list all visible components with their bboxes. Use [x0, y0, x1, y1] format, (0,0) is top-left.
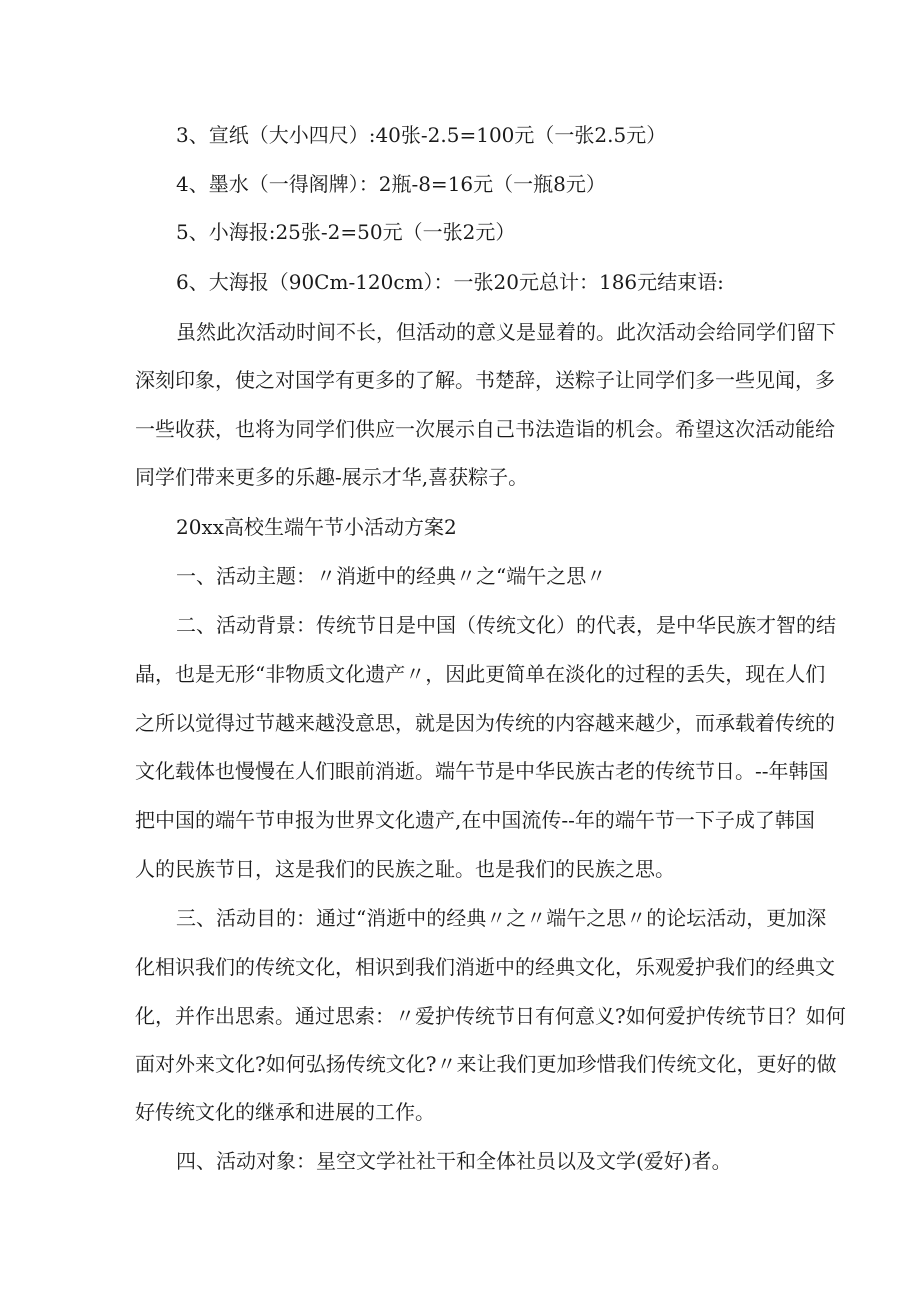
background-line-1: 二、活动背景：传统节日是中国（传统文化）的代表，是中华民族才智的结	[176, 613, 836, 637]
purpose-line-2: 化相识我们的传统文化，相识到我们消逝中的经典文化，乐观爱护我们的经典文	[135, 955, 835, 979]
list-item-large-poster: 6、大海报（90Cm-120cm）：一张20元总计：186元结束语:	[176, 270, 724, 294]
conclusion-line-2: 深刻印象，使之对国学有更多的了解。书楚辞，送粽子让同学们多一些见闻，多	[135, 368, 835, 392]
list-item-paper: 3、宣纸（大小四尺）:40张-2.5=100元（一张2.5元）	[176, 123, 667, 147]
background-line-2: 晶，也是无形“非物质文化遗产〃，因此更简单在淡化的过程的丢失，现在人们	[135, 662, 826, 686]
list-item-small-poster: 5、小海报:25张-2=50元（一张2元）	[176, 220, 516, 244]
conclusion-line-1: 虽然此次活动时间不长，但活动的意义是显着的。此次活动会给同学们留下	[176, 320, 836, 344]
activity-audience: 四、活动对象：星空文学社社干和全体社员以及文学(爱好)者。	[176, 1149, 732, 1173]
list-item-ink: 4、墨水（一得阁牌）：2瓶-8=16元（一瓶8元）	[176, 172, 606, 196]
background-line-5: 把中国的端午节申报为世界文化遗产,在中国流传--年的端午节一下子成了韩国	[135, 808, 815, 832]
background-line-4: 文化载体也慢慢在人们眼前消逝。端午节是中华民族古老的传统节日。--年韩国	[135, 759, 829, 783]
conclusion-line-3: 一些收获，也将为同学们供应一次展示自己书法造诣的机会。希望这次活动能给	[135, 417, 835, 441]
purpose-line-4: 面对外来文化?如何弘扬传统文化?〃来让我们更加珍惜我们传统文化，更好的做	[135, 1052, 837, 1076]
activity-theme: 一、活动主题：〃消逝中的经典〃之“端午之思〃	[176, 564, 607, 588]
background-line-6: 人的民族节日，这是我们的民族之耻。也是我们的民族之思。	[135, 857, 675, 881]
background-line-3: 之所以觉得过节越来越没意思，就是因为传统的内容越来越少，而承载着传统的	[135, 711, 835, 735]
conclusion-line-4: 同学们带来更多的乐趣-展示才华,喜获粽子。	[135, 465, 529, 489]
purpose-line-3: 化，并作出思索。通过思索：〃爱护传统节日有何意义?如何爱护传统节日？如何	[135, 1004, 846, 1028]
purpose-line-1: 三、活动目的：通过“消逝中的经典〃之〃端午之思〃的论坛活动，更加深	[176, 906, 827, 930]
section-heading: 20xx高校生端午节小活动方案2	[176, 515, 457, 539]
purpose-line-5: 好传统文化的继承和进展的工作。	[135, 1100, 435, 1124]
